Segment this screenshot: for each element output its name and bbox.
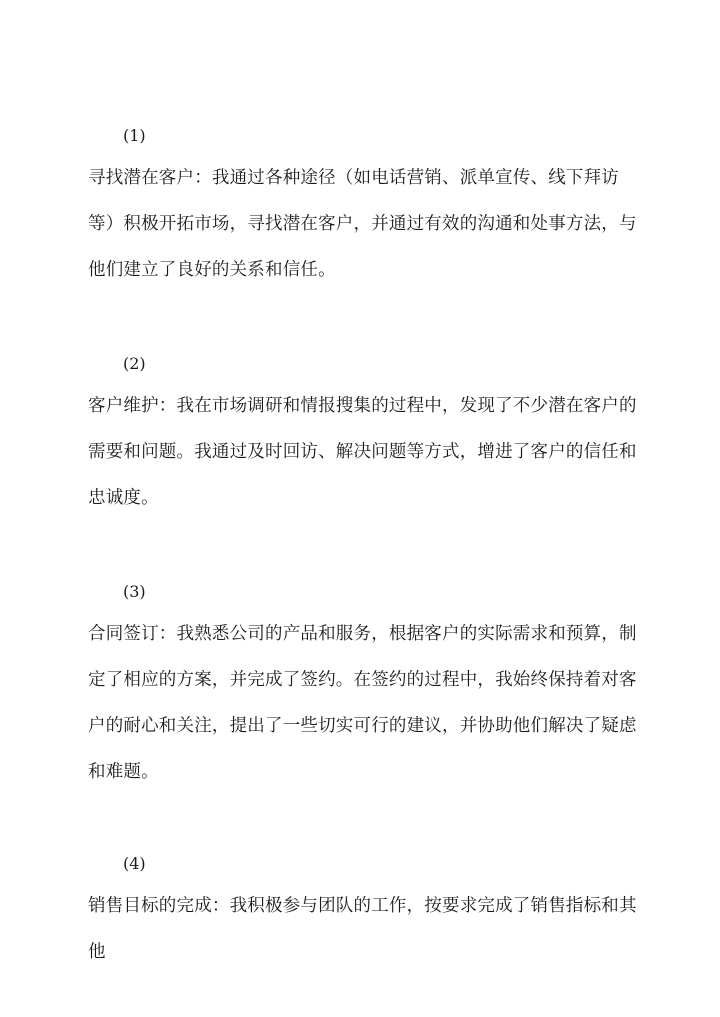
section-4	[88, 854, 640, 975]
section-1	[88, 126, 640, 293]
section-2	[88, 354, 640, 521]
section-number: (4)	[123, 854, 146, 873]
section-paragraph: 客户维护：我在市场调研和情报搜集的过程中，发现了不少潜在客户的需要和问题。我通过及时回访、解决问题等方式，增进了客户的信任和忠诚度。	[88, 396, 637, 508]
section-3	[88, 582, 640, 795]
section-number: (3)	[123, 582, 146, 601]
section-number: (2)	[123, 354, 146, 373]
section-paragraph: 合同签订：我熟悉公司的产品和服务，根据客户的实际需求和预算，制定了相应的方案，并完成了签约。在签约的过程中，我始终保持着对客户的耐心和关注，提出了一些切实可行的建议，并协助他们解决了疑虑和难题。	[88, 624, 637, 782]
section-number: (1)	[123, 126, 146, 145]
section-paragraph: 寻找潜在客户：我通过各种途径（如电话营销、派单宣传、线下拜访等）积极开拓市场，寻找潜在客户，并通过有效的沟通和处事方法，与他们建立了良好的关系和信任。	[88, 168, 637, 280]
section-paragraph: 销售目标的完成：我积极参与团队的工作，按要求完成了销售指标和其他	[88, 896, 637, 962]
